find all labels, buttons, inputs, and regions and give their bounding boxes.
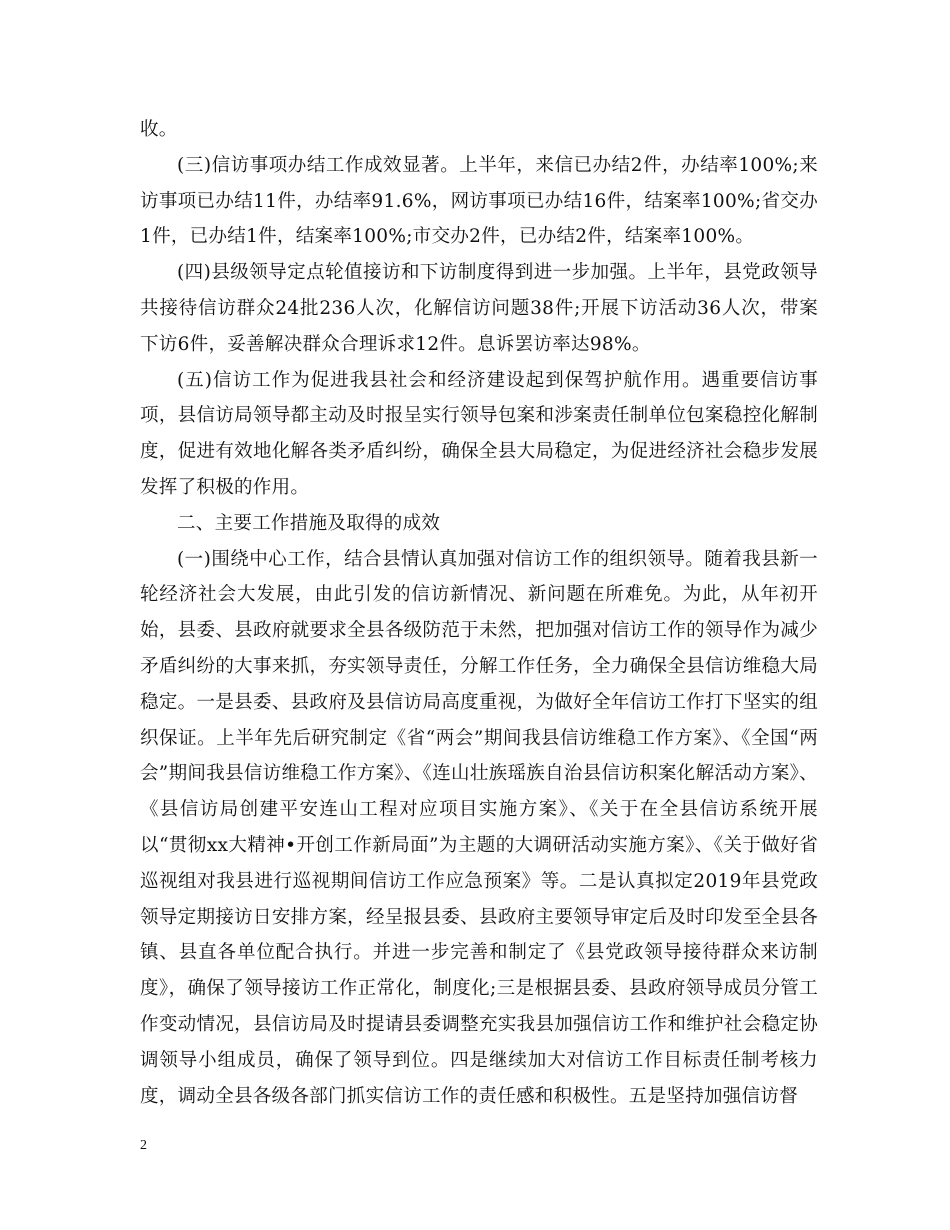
section-heading: 二、主要工作措施及取得的成效 xyxy=(177,512,441,534)
paragraph-social-economic-role: (五)信访工作为促进我县社会和经济建设起到保驾护航作用。遇重要信访事项，县信访局领导都主动及时报呈实行领导包案和涉案责任制单位包案稳控化解制度，促进有效地化解各类矛盾纠纷，确保全县大局稳定，为促进经济社会稳步发展发挥了积极的作用。 xyxy=(140,369,818,498)
page-number: 2 xyxy=(140,1138,147,1153)
document-body xyxy=(140,112,818,1114)
paragraph-case-completion: (三)信访事项办结工作成效显著。上半年，来信已办结2件，办结率100%;来访事项已办结11件，办结率91.6%，网访事项已办结16件，结案率100%;省交办1件，已办结1件，结案率100%;市交办2件，已办结2件，结案率100%。 xyxy=(140,154,818,248)
paragraph-continuation: 收。 xyxy=(140,119,178,140)
paragraph-leadership-visits: (四)县级领导定点轮值接访和下访制度得到进一步加强。上半年，县党政领导共接待信访群众24批236人次，化解信访问题38件;开展下访活动36人次，带案下访6件，妥善解决群众合理诉求12件。息诉罢访率达98%。 xyxy=(140,262,818,355)
paragraph-organizational-leadership: (一)围绕中心工作，结合县情认真加强对信访工作的组织领导。随着我县新一轮经济社会大发展，由此引发的信访新情况、新问题在所难免。为此，从年初开始，县委、县政府就要求全县各级防范于未然，把加强对信访工作的领导作为减少矛盾纠纷的大事来抓，夯实领导责任，分解工作任务，全力确保全县信访维稳大局稳定。一是县委、县政府及县信访局高度重视，为做好全年信访工作打下坚实的组织保证。上半年先后研究制定《省“两会”期间我县信访维稳工作方案》、《全国“两会”期间我县信访维稳工作方案》、《连山壮族瑶族自治县信访积案化解活动方案》、《县信访局创建平安连山工程对应项目实施方案》、《关于在全县信访系统开展以“贯彻xx大精神•开创工作新局面”为主题的大调研活动实施方案》、《关于做好省巡视组对我县进行巡视期间信访工作应急预案》等。二是认真拟定2019年县党政领导定期接访日安排方案，经呈报县委、县政府主要领导审定后及时印发至全县各镇、县直各单位配合执行。并进一步完善和制定了《县党政领导接待群众来访制度》，确保了领导接访工作正常化，制度化;三是根据县委、县政府领导成员分管工作变动情况，县信访局及时提请县委调整充实我县加强信访工作和维护社会稳定协调领导小组成员，确保了领导到位。四是继续加大对信访工作目标责任制考核力度，调动全县各级各部门抓实信访工作的责任感和积极性。五是坚持加强信访督 xyxy=(140,548,818,1107)
